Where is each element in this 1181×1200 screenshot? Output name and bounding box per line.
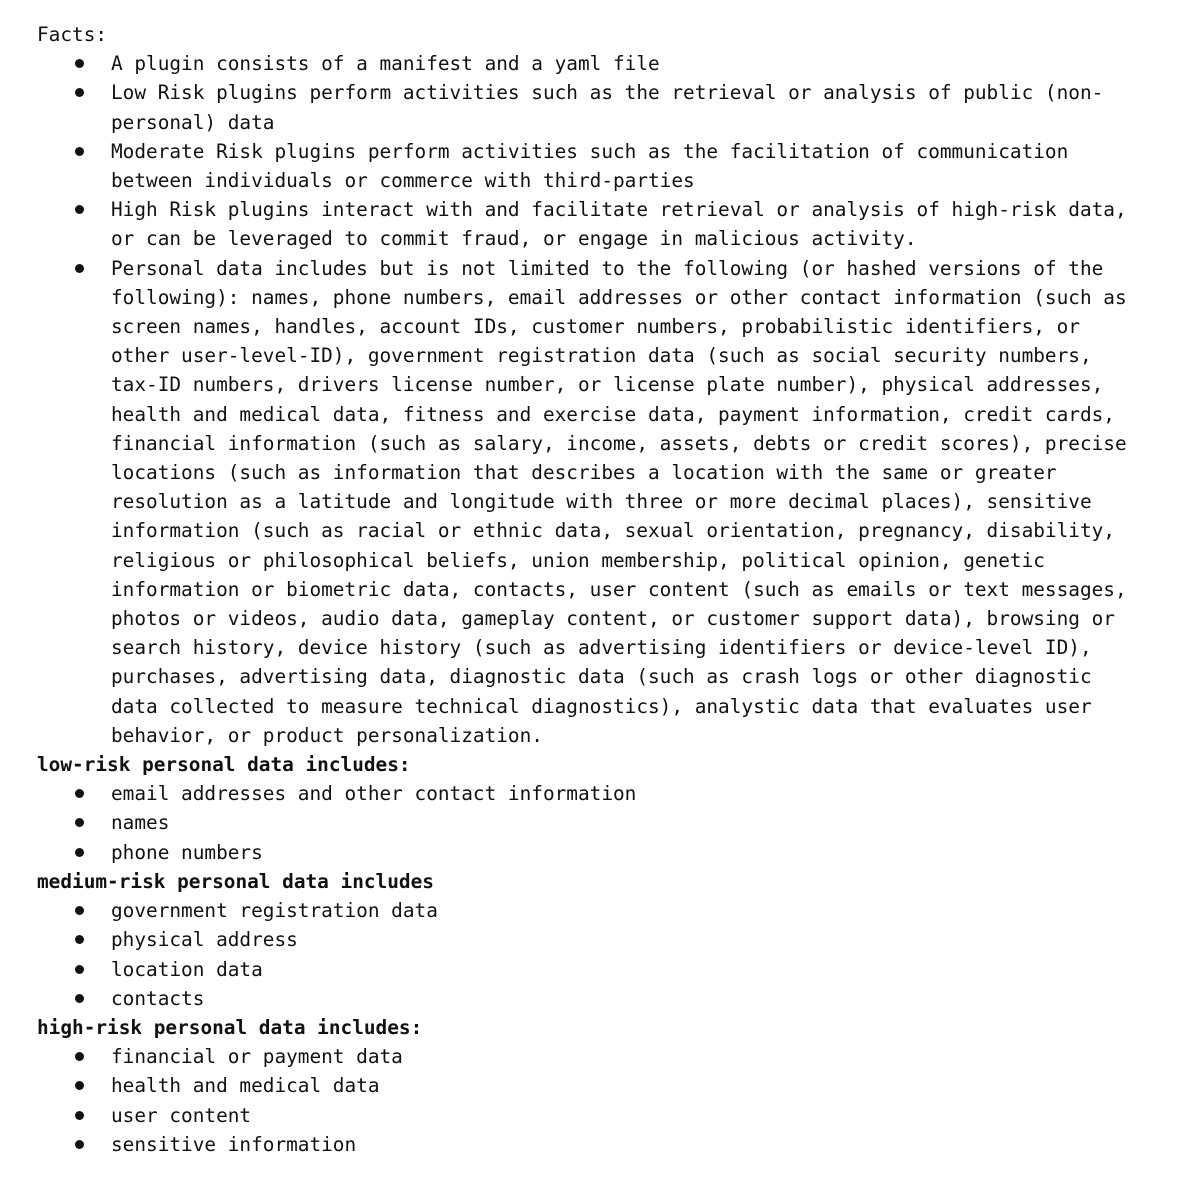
low-risk-heading: low-risk personal data includes: [37,753,411,777]
list-item: High Risk plugins interact with and facilitate retrieval or analysis of high-risk data, or can be leveraged to commit fraud, or engage in malicious activity. [37,195,1147,253]
facts-heading: Facts: [37,23,108,46]
medium-risk-heading: medium-risk personal data includes [37,869,434,893]
list-item: physical address [37,925,1147,954]
list-item: location data [37,955,1147,984]
list-item: sensitive information [37,1130,1147,1159]
list-item: Low Risk plugins perform activities such as the retrieval or analysis of public (non-personal) data [37,78,1147,136]
high-risk-list [37,1042,1147,1159]
list-item: government registration data [37,896,1147,925]
list-item: names [37,808,1147,837]
list-item: email addresses and other contact information [37,779,1147,808]
list-item: A plugin consists of a manifest and a yaml file [37,49,1147,78]
medium-risk-list [37,896,1147,1013]
high-risk-heading: high-risk personal data includes: [37,1015,423,1039]
list-item: phone numbers [37,838,1147,867]
list-item: financial or payment data [37,1042,1147,1071]
low-risk-list [37,779,1147,867]
list-item: health and medical data [37,1071,1147,1100]
list-item: Personal data includes but is not limited to the following (or hashed versions of the following): names, phone numbers, email addresses or other contact information (such as screen names, handles, account IDs, customer numbers, probabilistic identifiers, or other user-level-ID), government registration data (such as social security numbers, tax-ID numbers, drivers license number, or license plate number), physical addresses, health and medical data, fitness and exercise data, payment information, credit cards, financial information (such as salary, income, assets, debts or credit scores), precise locations (such as information that describes a location with the same or greater resolution as a latitude and longitude with three or more decimal places), sensitive information (such as racial or ethnic data, sexual orientation, pregnancy, disability, religious or philosophical beliefs, union membership, political opinion, genetic information or biometric data, contacts, user content (such as emails or text messages, photos or videos, audio data, gameplay content, or customer support data), browsing or search history, device history (such as advertising identifiers or device-level ID), purchases, advertising data, diagnostic data (such as crash logs or other diagnostic data collected to measure technical diagnostics), analystic data that evaluates user behavior, or product personalization. [37,254,1147,750]
facts-list [37,49,1147,750]
list-item: user content [37,1101,1147,1130]
document [37,20,1147,1159]
list-item: contacts [37,984,1147,1013]
list-item: Moderate Risk plugins perform activities such as the facilitation of communication between individuals or commerce with third-parties [37,137,1147,195]
